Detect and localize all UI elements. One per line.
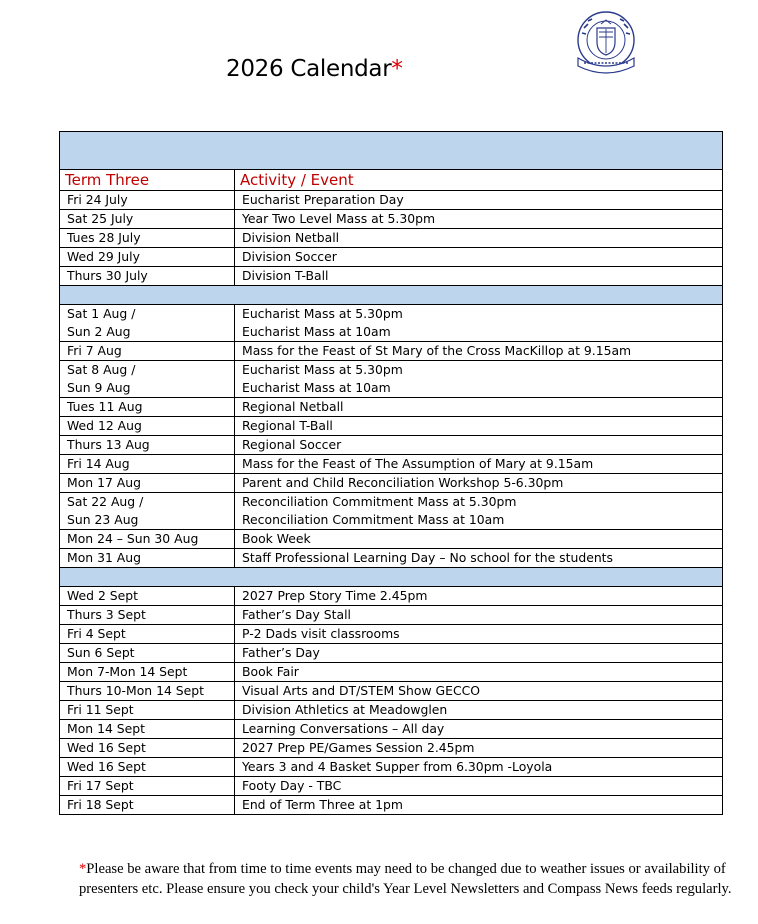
table-row bbox=[60, 758, 723, 777]
table-row bbox=[60, 777, 723, 796]
table-row bbox=[60, 342, 723, 361]
date-cell-line: Sat 22 Aug / bbox=[67, 494, 144, 509]
footnote-text: Please be aware that from time to time events may need to be changed due to weather issues or availability of presenters etc. Please ensure you check your child's Year Level Newsletters and Compass News feeds regularly. bbox=[79, 861, 732, 897]
activity-cell bbox=[235, 777, 723, 796]
date-cell bbox=[60, 739, 235, 758]
activity-cell-line: Regional Soccer bbox=[242, 437, 342, 452]
activity-cell bbox=[235, 796, 723, 815]
header-activity-event: Activity / Event bbox=[235, 170, 723, 191]
activity-cell-line: Division Netball bbox=[242, 230, 340, 245]
title-asterisk: * bbox=[391, 56, 403, 82]
date-cell-line: Sun 2 Aug bbox=[67, 324, 131, 339]
date-cell-line: Sat 1 Aug / bbox=[67, 306, 136, 321]
table-row bbox=[60, 210, 723, 229]
date-cell bbox=[60, 625, 235, 644]
table-row bbox=[60, 305, 723, 342]
date-cell-line: Sat 8 Aug / bbox=[67, 362, 136, 377]
date-cell bbox=[60, 417, 235, 436]
date-cell-line: Fri 11 Sept bbox=[67, 702, 134, 717]
activity-cell bbox=[235, 606, 723, 625]
table-row bbox=[60, 417, 723, 436]
activity-cell bbox=[235, 229, 723, 248]
activity-cell-line: Book Week bbox=[242, 531, 311, 546]
date-cell-line: Thurs 3 Sept bbox=[67, 607, 146, 622]
activity-cell bbox=[235, 455, 723, 474]
date-cell-line: Wed 16 Sept bbox=[67, 759, 146, 774]
activity-cell-line: Eucharist Mass at 10am bbox=[242, 380, 391, 395]
date-cell-line: Sun 9 Aug bbox=[67, 380, 131, 395]
activity-cell bbox=[235, 625, 723, 644]
activity-cell-line: Regional T-Ball bbox=[242, 418, 333, 433]
activity-cell-line: Reconciliation Commitment Mass at 5.30pm bbox=[242, 494, 517, 509]
date-cell bbox=[60, 436, 235, 455]
table-row bbox=[60, 625, 723, 644]
table-row bbox=[60, 720, 723, 739]
activity-cell bbox=[235, 267, 723, 286]
date-cell-line: Mon 24 – Sun 30 Aug bbox=[67, 531, 199, 546]
activity-cell-line: Eucharist Preparation Day bbox=[242, 192, 404, 207]
activity-cell bbox=[235, 305, 723, 342]
term-three-calendar-table bbox=[59, 131, 723, 815]
activity-cell bbox=[235, 361, 723, 398]
table-header-row bbox=[60, 170, 723, 191]
table-row bbox=[60, 682, 723, 701]
activity-cell-line: Father’s Day bbox=[242, 645, 320, 660]
activity-cell-line: Father’s Day Stall bbox=[242, 607, 351, 622]
date-cell bbox=[60, 682, 235, 701]
date-cell bbox=[60, 644, 235, 663]
date-cell-line: Fri 24 July bbox=[67, 192, 128, 207]
activity-cell-line: Regional Netball bbox=[242, 399, 344, 414]
title-text: 2026 Calendar bbox=[226, 56, 392, 82]
date-cell-line: Fri 7 Aug bbox=[67, 343, 122, 358]
table-row bbox=[60, 455, 723, 474]
table-band bbox=[60, 286, 723, 305]
date-cell bbox=[60, 210, 235, 229]
date-cell bbox=[60, 663, 235, 682]
date-cell-line: Wed 29 July bbox=[67, 249, 140, 264]
table-row bbox=[60, 267, 723, 286]
date-cell-line: Tues 28 July bbox=[67, 230, 141, 245]
activity-cell bbox=[235, 663, 723, 682]
activity-cell-line: End of Term Three at 1pm bbox=[242, 797, 403, 812]
date-cell bbox=[60, 267, 235, 286]
activity-cell-line: Eucharist Mass at 5.30pm bbox=[242, 362, 403, 377]
activity-cell-line: Eucharist Mass at 5.30pm bbox=[242, 306, 403, 321]
footnote bbox=[79, 860, 739, 899]
activity-cell-line: Book Fair bbox=[242, 664, 299, 679]
activity-cell-line: Reconciliation Commitment Mass at 10am bbox=[242, 512, 505, 527]
table-row bbox=[60, 530, 723, 549]
activity-cell bbox=[235, 758, 723, 777]
date-cell-line: Mon 14 Sept bbox=[67, 721, 145, 736]
date-cell bbox=[60, 248, 235, 267]
header-term-three: Term Three bbox=[60, 170, 235, 191]
date-cell-line: Thurs 10-Mon 14 Sept bbox=[67, 683, 204, 698]
activity-cell bbox=[235, 644, 723, 663]
date-cell-line: Fri 17 Sept bbox=[67, 778, 134, 793]
date-cell bbox=[60, 342, 235, 361]
date-cell-line: Sun 6 Sept bbox=[67, 645, 135, 660]
activity-cell-line: Mass for the Feast of St Mary of the Cross MacKillop at 9.15am bbox=[242, 343, 632, 358]
table-row bbox=[60, 229, 723, 248]
page-title bbox=[226, 56, 403, 82]
date-cell bbox=[60, 493, 235, 530]
activity-cell-line: 2027 Prep PE/Games Session 2.45pm bbox=[242, 740, 475, 755]
date-cell bbox=[60, 191, 235, 210]
activity-cell-line: Mass for the Feast of The Assumption of Mary at 9.15am bbox=[242, 456, 594, 471]
date-cell bbox=[60, 796, 235, 815]
activity-cell bbox=[235, 191, 723, 210]
date-cell-line: Mon 7-Mon 14 Sept bbox=[67, 664, 188, 679]
activity-cell-line: Year Two Level Mass at 5.30pm bbox=[242, 211, 436, 226]
date-cell bbox=[60, 701, 235, 720]
table-band bbox=[60, 568, 723, 587]
date-cell-line: Wed 16 Sept bbox=[67, 740, 146, 755]
table-row bbox=[60, 644, 723, 663]
activity-cell-line: 2027 Prep Story Time 2.45pm bbox=[242, 588, 428, 603]
date-cell bbox=[60, 758, 235, 777]
table-row bbox=[60, 361, 723, 398]
activity-cell bbox=[235, 210, 723, 229]
table-row bbox=[60, 796, 723, 815]
date-cell-line: Mon 31 Aug bbox=[67, 550, 141, 565]
activity-cell bbox=[235, 493, 723, 530]
activity-cell-line: Division Soccer bbox=[242, 249, 337, 264]
activity-cell-line: Eucharist Mass at 10am bbox=[242, 324, 391, 339]
activity-cell bbox=[235, 474, 723, 493]
date-cell-line: Sat 25 July bbox=[67, 211, 134, 226]
activity-cell bbox=[235, 530, 723, 549]
table-band bbox=[60, 132, 723, 170]
date-cell-line: Thurs 30 July bbox=[67, 268, 148, 283]
date-cell bbox=[60, 398, 235, 417]
date-cell-line: Fri 14 Aug bbox=[67, 456, 130, 471]
activity-cell-line: Visual Arts and DT/STEM Show GECCO bbox=[242, 683, 481, 698]
activity-cell-line: P-2 Dads visit classrooms bbox=[242, 626, 400, 641]
date-cell bbox=[60, 455, 235, 474]
date-cell bbox=[60, 587, 235, 606]
table-row bbox=[60, 739, 723, 758]
date-cell-line: Mon 17 Aug bbox=[67, 475, 141, 490]
date-cell-line: Thurs 13 Aug bbox=[67, 437, 150, 452]
date-cell bbox=[60, 305, 235, 342]
date-cell-line: Wed 12 Aug bbox=[67, 418, 142, 433]
activity-cell-line: Learning Conversations – All day bbox=[242, 721, 445, 736]
school-crest-icon bbox=[574, 10, 638, 82]
activity-cell bbox=[235, 587, 723, 606]
activity-cell-line: Years 3 and 4 Basket Supper from 6.30pm -Loyola bbox=[242, 759, 553, 774]
activity-cell bbox=[235, 549, 723, 568]
date-cell bbox=[60, 549, 235, 568]
activity-cell bbox=[235, 739, 723, 758]
table-row bbox=[60, 248, 723, 267]
activity-cell bbox=[235, 720, 723, 739]
date-cell-line: Fri 4 Sept bbox=[67, 626, 126, 641]
activity-cell-line: Division Athletics at Meadowglen bbox=[242, 702, 448, 717]
date-cell bbox=[60, 361, 235, 398]
date-cell-line: Sun 23 Aug bbox=[67, 512, 139, 527]
activity-cell bbox=[235, 248, 723, 267]
date-cell bbox=[60, 606, 235, 625]
table-row bbox=[60, 663, 723, 682]
date-cell-line: Fri 18 Sept bbox=[67, 797, 134, 812]
table-row bbox=[60, 493, 723, 530]
activity-cell-line: Division T-Ball bbox=[242, 268, 329, 283]
date-cell-line: Wed 2 Sept bbox=[67, 588, 138, 603]
table-row bbox=[60, 587, 723, 606]
date-cell bbox=[60, 720, 235, 739]
table-row bbox=[60, 474, 723, 493]
activity-cell bbox=[235, 682, 723, 701]
table-row bbox=[60, 701, 723, 720]
activity-cell-line: Staff Professional Learning Day – No school for the students bbox=[242, 550, 613, 565]
activity-cell bbox=[235, 342, 723, 361]
date-cell bbox=[60, 777, 235, 796]
activity-cell-line: Footy Day - TBC bbox=[242, 778, 342, 793]
activity-cell bbox=[235, 398, 723, 417]
table-row bbox=[60, 398, 723, 417]
footnote-asterisk: * bbox=[79, 861, 87, 877]
date-cell bbox=[60, 474, 235, 493]
table-row bbox=[60, 191, 723, 210]
table-row bbox=[60, 549, 723, 568]
activity-cell-line: Parent and Child Reconciliation Workshop 5-6.30pm bbox=[242, 475, 564, 490]
date-cell-line: Tues 11 Aug bbox=[67, 399, 143, 414]
date-cell bbox=[60, 530, 235, 549]
activity-cell bbox=[235, 436, 723, 455]
activity-cell bbox=[235, 701, 723, 720]
date-cell bbox=[60, 229, 235, 248]
table-row bbox=[60, 606, 723, 625]
table-row bbox=[60, 436, 723, 455]
activity-cell bbox=[235, 417, 723, 436]
